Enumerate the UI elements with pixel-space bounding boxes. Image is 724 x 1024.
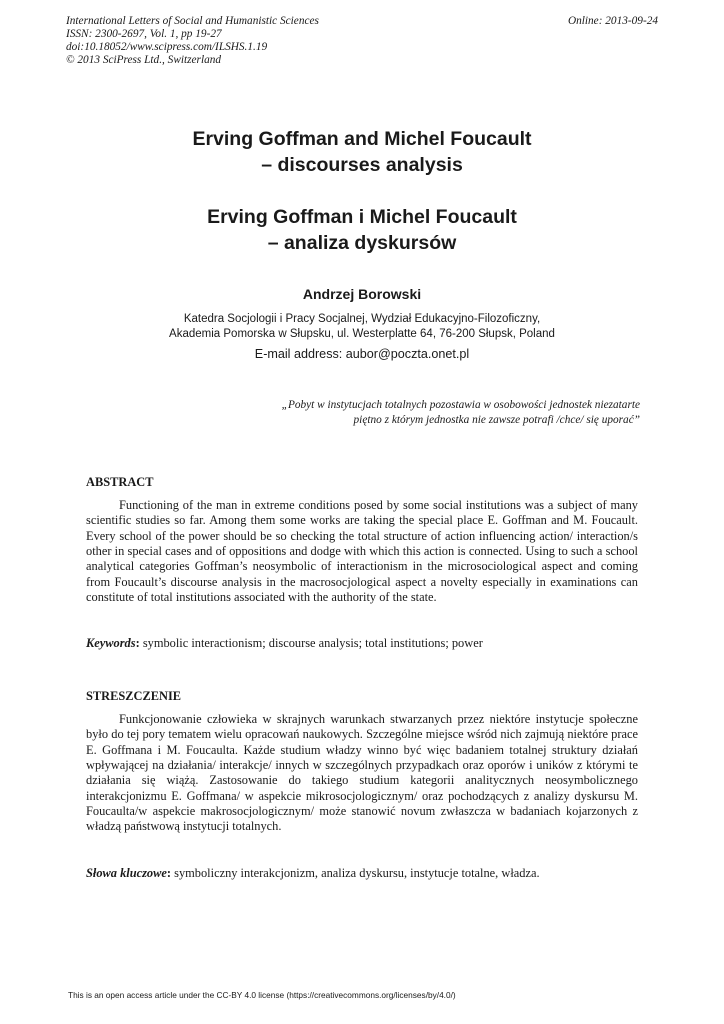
title-english-line2: – discourses analysis — [261, 154, 463, 176]
keywords-text: symbolic interactionism; discourse analysis; total institutions; power — [142, 636, 483, 650]
keywords-label: Keywords — [86, 636, 136, 650]
affiliation-line1: Katedra Socjologii i Pracy Socjalnej, Wydział Edukacyjno-Filozoficzny, — [183, 313, 541, 325]
abstract-body — [86, 498, 638, 605]
streszczenie-keywords: Słowa kluczowe: symboliczny interakcjonizm, analiza dyskursu, instytucje totalne, władza. — [86, 866, 540, 880]
affiliation-line2: Akademia Pomorska w Słupsku, ul. Westerplatte 64, 76-200 Słupsk, Poland — [169, 328, 555, 340]
online-date: Online: 2013-09-24 — [567, 15, 658, 27]
license-footer: This is an open access article under the CC-BY 4.0 license (https://creativecommons.org/licenses/by/4.0/) — [68, 990, 456, 1000]
issn-line: ISSN: 2300-2697, Vol. 1, pp 19-27 — [66, 28, 222, 41]
copyright-line: © 2013 SciPress Ltd., Switzerland — [66, 54, 222, 67]
title-english-line1: Erving Goffman and Michel Foucault — [192, 128, 532, 150]
abstract-text: Functioning of the man in extreme conditions posed by some social institutions was a subject of many scientific studies so far. Among them some works are taking the special place E. Goffman and M. Foucault. Every school of the power should be so checking the total structure of action influencing action/ interaction/s other in special cases and of oppositions and dodge with which this action is connected. Using to such a school analytical categories Goffman’s neosymbolic of interactionism in the microsociological aspect and coming from Foucault’s discourse analysis in the macrosocjological aspect a novelty especially in examinations can constitute of total institutions associated with the authority of the state. — [86, 498, 638, 605]
abstract-keywords: Keywords: symbolic interactionism; discourse analysis; total institutions; power — [86, 636, 483, 650]
doi-line: doi:10.18052/www.scipress.com/ILSHS.1.19 — [66, 41, 268, 54]
journal-header — [66, 15, 658, 67]
epigraph-line2: piętno z którym jednostka nie zawsze potrafi /chce/ się uporać” — [353, 414, 640, 426]
title-polish-line1: Erving Goffman i Michel Foucault — [207, 206, 517, 228]
author-name: Andrzej Borowski — [302, 286, 422, 302]
epigraph — [160, 398, 640, 428]
epigraph-line1: „Pobyt w instytucjach totalnych pozostawia w osobowości jednostek niezatarte — [281, 399, 640, 411]
author-email: E-mail address: aubor@poczta.onet.pl — [254, 347, 470, 361]
slowa-kluczowe-label: Słowa kluczowe — [86, 866, 167, 880]
affiliation — [0, 312, 724, 342]
slowa-kluczowe-text: symboliczny interakcjonizm, analiza dyskursu, instytucje totalne, władza. — [174, 866, 540, 880]
abstract-heading: ABSTRACT — [86, 475, 154, 489]
title-english — [0, 126, 724, 178]
journal-name: International Letters of Social and Humanistic Sciences — [66, 15, 319, 27]
title-polish-line2: – analiza dyskursów — [267, 232, 457, 254]
streszczenie-heading: STRESZCZENIE — [86, 689, 182, 703]
streszczenie-text: Funkcjonowanie człowieka w skrajnych warunkach stwarzanych przez niektóre instytucje społeczne było do tej pory tematem wielu opracowań naukowych. Szczególne miejsce wśród nich zajmują niektóre prace E. Goffmana i M. Foucaulta. Każde studium władzy winno być więc badaniem totalnej struktury działań wpływającej na działania/ interakcje/ innych w szczególnych przypadkach oraz oporów i uników z którymi te działania się wiążą. Zastosowanie do takiego studium kategorii analitycznych neosymbolicznego interakcjonizmu E. Goffmana/ w aspekcie mikrosocjologicznym/ oraz pochodzących z analizy dyskursu M. Foucaulta/w aspekcie makrosocjologicznym/ może stanowić novum zwłaszcza w badaniach kojarzonych z władzą państwową instytucji totalnych. — [86, 712, 638, 834]
streszczenie-body — [86, 712, 638, 835]
title-polish — [0, 204, 724, 256]
